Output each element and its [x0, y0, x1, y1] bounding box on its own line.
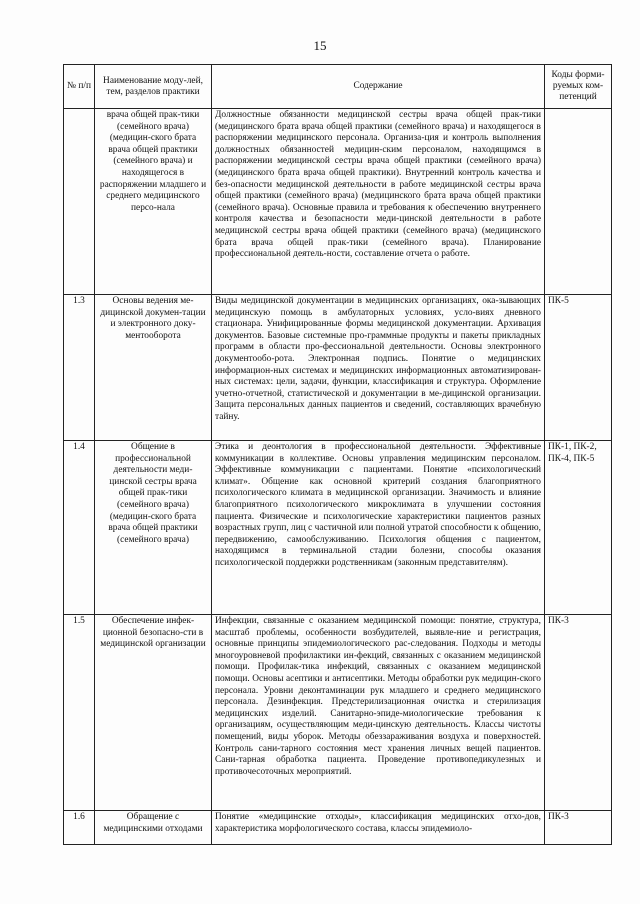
row-module-name: врача общей прак-тики (семейного врача) (медицин-ского брата врача общей практики (семейного врача) и находящегося в распоряжении младшего и среднего медицинского персо-нала — [95, 109, 212, 295]
row-competence-codes: ПК-3 — [545, 615, 612, 811]
table-row — [64, 615, 612, 811]
row-competence-codes: ПК-5 — [545, 295, 612, 441]
row-number — [64, 109, 95, 295]
header-content: Содержание — [212, 65, 545, 109]
table-row — [64, 811, 612, 845]
row-number: 1.4 — [64, 441, 95, 615]
header-module-name: Наименование моду-лей, тем, разделов практики — [95, 65, 212, 109]
header-competence-codes: Коды форми-руемых ком-петенций — [545, 65, 612, 109]
row-content: Этика и деонтология в профессиональной деятельности. Эффективные коммуникации в коллективе. Основы управления медицинским персоналом. Эффективные коммуникации с пациентами. Понятие «психологический климат». Общение как основной критерий создания благоприятного психологического климата в медицинской организации. Значимость и влияние благоприятного психологического микроклимата в улучшении состояния пациента. Физические и психологические характеристики пациентов разных возрастных групп, лиц с частичной или полной утратой способности к общению, передвижению, самообслуживанию. Психология общения с пациентом, находящимся в терминальной стадии болезни, способы оказания психологической поддержки родственникам (законным представителям). — [212, 441, 545, 615]
table-header-row — [64, 65, 612, 109]
row-competence-codes: ПК-1, ПК-2, ПК-4, ПК-5 — [545, 441, 612, 615]
row-competence-codes — [545, 109, 612, 295]
table-row — [64, 109, 612, 295]
row-number: 1.6 — [64, 811, 95, 845]
row-content: Понятие «медицинские отходы», классификация медицинских отхо-дов, характеристика морфологического состава, классы эпидемиоло- — [212, 811, 545, 845]
curriculum-table — [63, 64, 612, 845]
row-content: Виды медицинской документации в медицинских организациях, ока-зывающих медицинскую помощь в амбулаторных условиях, усло-виях дневного стационара. Унифицированные формы медицинской документации. Архивация документов. Базовые системные про-граммные продукты и пакеты прикладных программ в области про-фессиональной деятельности. Основы электронного документообо-рота. Электронная подпись. Понятие о медицинских информацион-ных системах и медицинских информационных автоматизирован-ных системах: цели, задачи, функции, классификация и структура. Оформление учетно-отчетной, статистической и документации в ме-дицинской организации. Защита персональных данных пациентов и сведений, составляющих врачебную тайну. — [212, 295, 545, 441]
row-content: Инфекции, связанные с оказанием медицинской помощи: понятие, структура, масштаб проблемы, особенности возбудителей, выявле-ние и регистрация, основные принципы эпидемиологического рас-следования. Подходы и методы многоуровневой профилактики ин-фекций, связанных с оказанием медицинской помощи. Профилак-тика инфекций, связанных с оказанием медицинской помощи. Основы асептики и антисептики. Методы обработки рук медицин-ского персонала. Уровни деконтаминации рук младшего и среднего медицинского персонала. Дезинфекция. Предстерилизационная очистка и стерилизация медицинских изделий. Санитарно-эпиде-миологические требования к организациям, осуществляющим меди-цинскую деятельность. Классы чистоты помещений, виды уборок. Методы обеззараживания воздуха и поверхностей. Контроль сани-тарного состояния мест хранения личных вещей пациентов. Сани-тарная обработка пациента. Проведение противопедикулезных и противочесоточных мероприятий. — [212, 615, 545, 811]
row-module-name: Обращение с медицинскими отходами — [95, 811, 212, 845]
row-module-name: Общение в профессиональной деятельности меди-цинской сестры врача общей прак-тики (семейного врача) (медицин-ского брата врача общей практики (семейного врача) — [95, 441, 212, 615]
page-number: 15 — [313, 38, 327, 53]
table-row — [64, 441, 612, 615]
header-number: № п/п — [64, 65, 95, 109]
table-row — [64, 295, 612, 441]
row-competence-codes: ПК-3 — [545, 811, 612, 845]
row-module-name: Основы ведения ме-дицинской докумен-тации и электронного доку-ментооборота — [95, 295, 212, 441]
row-module-name: Обеспечение инфек-ционной безопасно-сти в медицинской организации — [95, 615, 212, 811]
row-number: 1.5 — [64, 615, 95, 811]
row-number: 1.3 — [64, 295, 95, 441]
row-content: Должностные обязанности медицинской сестры врача общей прак-тики (медицинского брата врача общей практики (семейного врача) и находящегося в распоряжении медицинского персонала. Организа-ция и контроль выполнения должностных обязанностей медицин-ским персоналом, находящимся в распоряжении медицинской сестры врача общей практики (семейного врача) (медицинского брата врача общей практики). Внутренний контроль качества и без-опасности медицинской деятельности в работе медицинской сестры врача общей практики (семейного врача) (медицинского брата врача общей практики (семейного врача). Основные правила и требования к обеспечению внутреннего контроля качества и безопасности меди-цинской деятельности в работе медицинской сестры врача общей практики (семейного врача) (медицинского брата врача общей прак-тики (семейного врача). Планирование профессиональной деятель-ности, составление отчета о работе. — [212, 109, 545, 295]
